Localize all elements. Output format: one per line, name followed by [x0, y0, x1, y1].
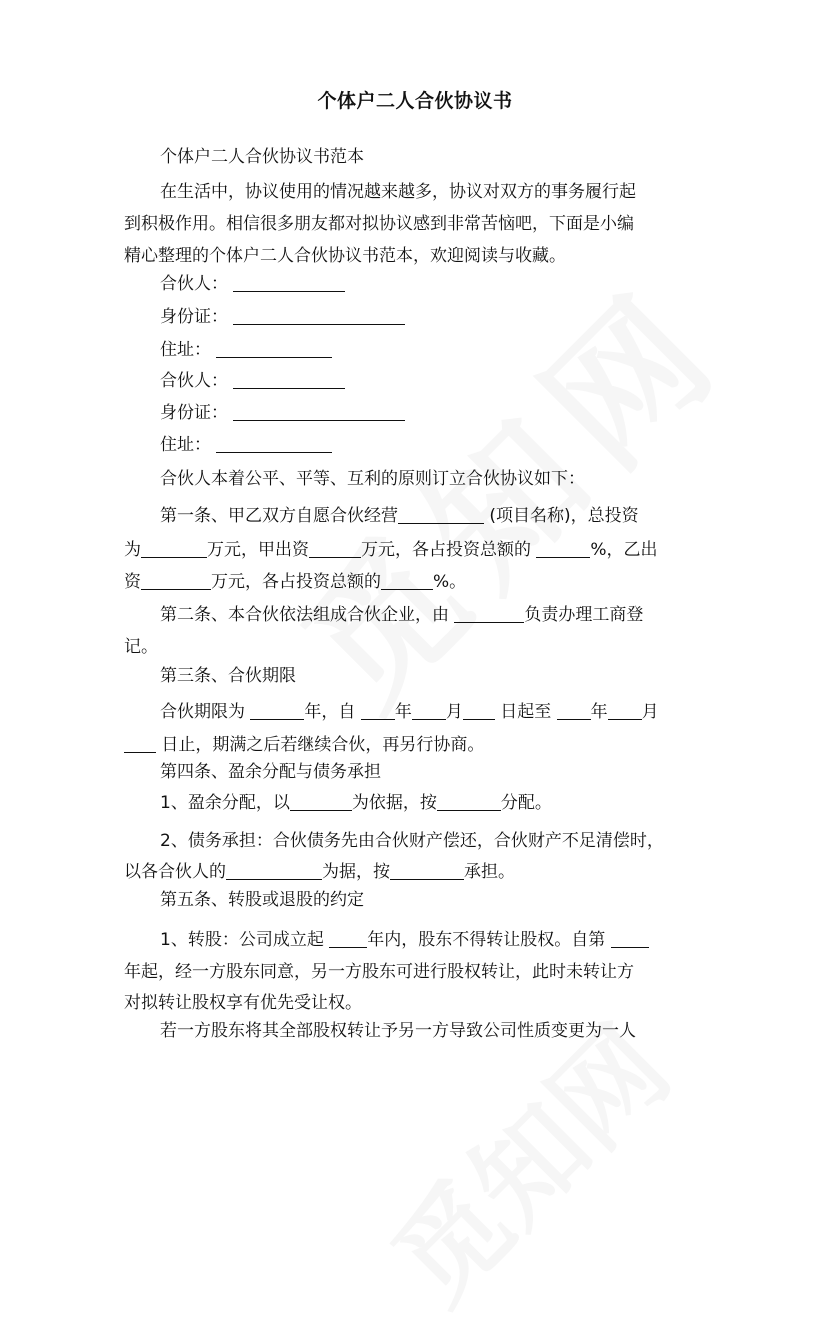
profit-method-blank[interactable]: [437, 792, 501, 811]
partner-label: 合伙人：: [160, 274, 228, 294]
preamble: 合伙人本着公平、平等、互利的原则订立合伙协议如下：: [160, 469, 585, 489]
address-label: 住址：: [160, 435, 211, 455]
id-card-label: 身份证：: [160, 307, 228, 327]
total-investment-blank[interactable]: [141, 539, 207, 558]
document-title: 个体户二人合伙协议书: [317, 90, 513, 112]
article-1-line-2: [124, 538, 658, 562]
article-1-line-1: [160, 504, 639, 528]
debt-basis-blank[interactable]: [226, 861, 322, 880]
article-2-text: 负责办理工商登: [524, 605, 644, 625]
partner-2-field: [160, 369, 345, 393]
article-4-text: 为依据，按: [351, 793, 437, 813]
article-1-text: 万元，各占投资总额的: [361, 540, 537, 560]
project-name-blank[interactable]: [398, 505, 484, 524]
article-3-heading: 第三条、合伙期限: [160, 666, 296, 686]
id-card-label: 身份证：: [160, 403, 228, 423]
article-3-text: 年: [590, 702, 608, 722]
article-2-line-2: 记。: [124, 637, 158, 657]
party-b-percent-blank[interactable]: [381, 571, 433, 590]
article-1-text: 为: [124, 540, 141, 560]
article-5-item-1-line-3: 对拟转让股权享有优先受让权。: [124, 993, 362, 1013]
address-label: 住址：: [160, 340, 211, 360]
party-a-investment-blank[interactable]: [309, 539, 361, 558]
article-4-item-2-line-1: 2、债务承担：合伙债务先由合伙财产偿还，合伙财产不足清偿时，: [160, 831, 664, 851]
article-1-text: %。: [433, 572, 467, 592]
article-3-text: 月: [641, 702, 659, 722]
intro-line-1: 在生活中，协议使用的情况越来越多，协议对双方的事务履行起: [160, 182, 636, 202]
party-b-investment-blank[interactable]: [141, 571, 211, 590]
article-5-text: 年内，股东不得转让股权。自第: [367, 930, 611, 950]
article-5-heading: 第五条、转股或退股的约定: [160, 890, 364, 910]
address-2-field: [160, 433, 332, 457]
partner-2-blank[interactable]: [233, 370, 345, 389]
article-5-text: 1、转股：公司成立起: [160, 930, 330, 950]
partner-1-blank[interactable]: [233, 273, 345, 292]
article-4-text: 分配。: [500, 793, 552, 813]
article-4-text: 以各合伙人的: [124, 862, 226, 882]
article-5-item-1-line-2: 年起，经一方股东同意，另一方股东可进行股权转让，此时未转让方: [124, 962, 634, 982]
address-1-blank[interactable]: [216, 339, 332, 358]
id-card-1-field: [160, 305, 405, 329]
article-3-text: 月: [445, 702, 463, 722]
article-3-line-1: [160, 700, 659, 724]
start-day-blank[interactable]: [463, 701, 495, 720]
article-2-line-1: [160, 603, 643, 627]
id-card-1-blank[interactable]: [233, 306, 405, 325]
transfer-start-year-blank[interactable]: [611, 929, 649, 948]
id-card-2-blank[interactable]: [233, 402, 405, 421]
start-year-blank[interactable]: [361, 701, 395, 720]
debt-method-blank[interactable]: [390, 861, 464, 880]
article-5-item-1-line-1: [160, 928, 649, 952]
start-month-blank[interactable]: [412, 701, 446, 720]
article-1-text: (项目名称)，总投资: [484, 506, 639, 526]
article-3-text: 日止，期满之后若继续合伙，再另行协商。: [156, 735, 485, 755]
article-4-text: 1、盈余分配，以: [160, 793, 290, 813]
address-1-field: [160, 338, 332, 362]
article-1-text: 万元，甲出资: [207, 540, 309, 560]
intro-line-3: 精心整理的个体户二人合伙协议书范本，欢迎阅读与收藏。: [124, 246, 566, 266]
article-3-line-2: [124, 733, 484, 757]
intro-line-2: 到积极作用。相信很多朋友都对拟协议感到非常苦恼吧，下面是小编: [124, 214, 634, 234]
article-1-text: %，乙出: [590, 540, 658, 560]
article-4-text: 为据，按: [322, 862, 390, 882]
article-5-item-2-line-1: 若一方股东将其全部股权转让予另一方导致公司性质变更为一人: [160, 1021, 636, 1041]
article-4-heading: 第四条、盈余分配与债务承担: [160, 762, 381, 782]
article-3-text: 年: [304, 702, 322, 722]
article-1-line-3: [124, 570, 466, 594]
subtitle: 个体户二人合伙协议书范本: [160, 147, 364, 167]
partner-1-field: [160, 272, 345, 296]
article-4-text: 承担。: [464, 862, 515, 882]
profit-basis-blank[interactable]: [290, 792, 352, 811]
article-3-text: ，自: [321, 702, 361, 722]
id-card-2-field: [160, 401, 405, 425]
article-1-text: 资: [124, 572, 141, 592]
article-4-item-1: [160, 791, 552, 815]
article-3-text: 日起至: [494, 702, 557, 722]
end-month-blank[interactable]: [608, 701, 642, 720]
article-2-text: 第二条、本合伙依法组成合伙企业，由: [160, 605, 455, 625]
term-years-blank[interactable]: [250, 701, 304, 720]
article-4-item-2-line-2: [124, 860, 515, 884]
party-a-percent-blank[interactable]: [536, 539, 590, 558]
registrar-blank[interactable]: [454, 604, 524, 623]
article-3-text: 年: [394, 702, 412, 722]
end-day-blank[interactable]: [124, 734, 156, 753]
end-year-blank[interactable]: [557, 701, 591, 720]
partner-label: 合伙人：: [160, 371, 228, 391]
article-3-text: 合伙期限为: [160, 702, 251, 722]
article-1-text: 万元，各占投资总额的: [211, 572, 381, 592]
address-2-blank[interactable]: [216, 434, 332, 453]
article-1-text: 第一条、甲乙双方自愿合伙经营: [160, 506, 398, 526]
lockup-years-blank[interactable]: [329, 929, 367, 948]
